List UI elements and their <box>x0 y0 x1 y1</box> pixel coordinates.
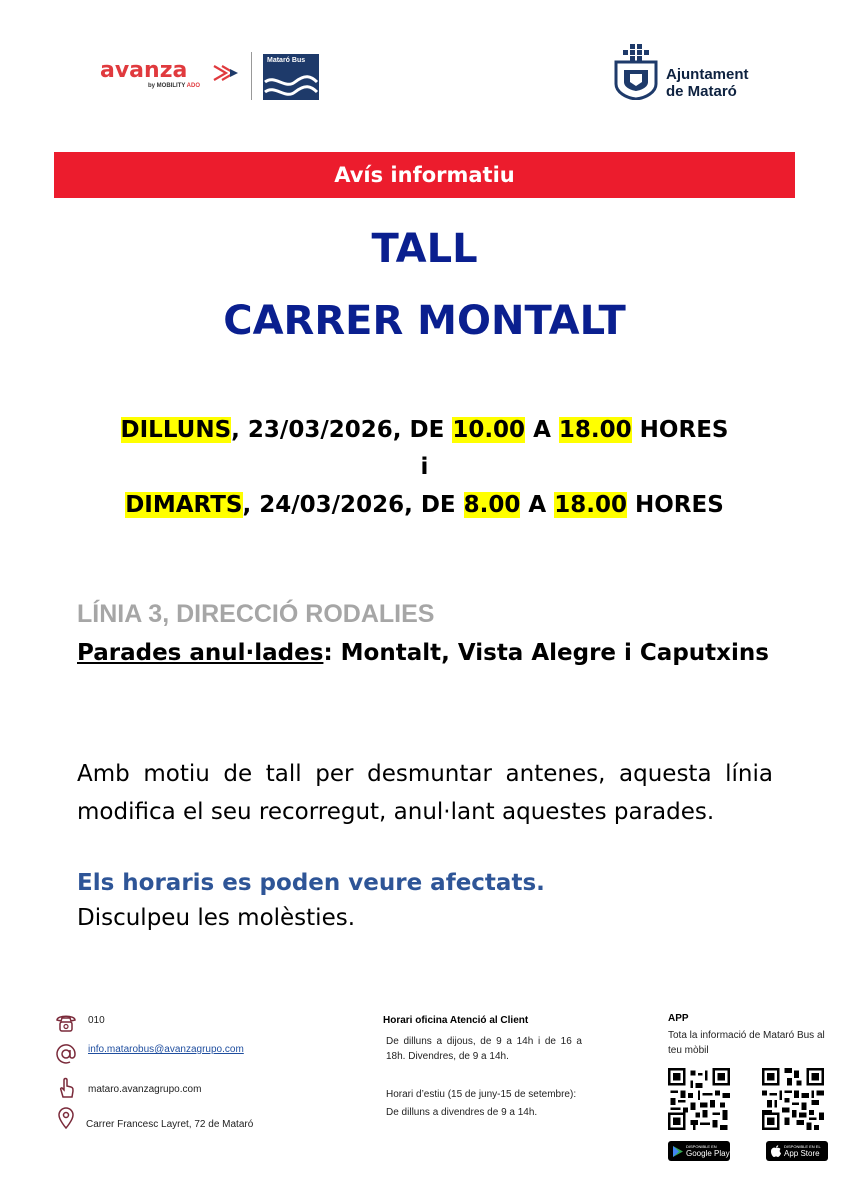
avanza-sub: by MOBILITY ADO <box>148 83 201 89</box>
schedule-conjunction: i <box>420 454 429 480</box>
hand-pointer-icon <box>54 1075 78 1099</box>
line-title: LÍNIA 3, DIRECCIÓ RODALIES <box>77 600 435 628</box>
mataro-bus-logo <box>263 54 319 100</box>
qr-code-icon[interactable] <box>668 1068 730 1130</box>
office-hours-text: De dilluns a dijous, de 9 a 14h i de 16 a 18h. Divendres, de 9 a 14h. <box>386 1036 582 1062</box>
app-store-badge[interactable]: DISPONIBLE EN EL App Store <box>766 1141 828 1161</box>
message-body: Amb motiu de tall per desmuntar antenes, aquesta línia modifica el seu recorregut, anul·lant aquestes parades. <box>77 761 773 825</box>
apology-text: Disculpeu les molèsties. <box>77 905 356 931</box>
title-line-1: TALL <box>371 226 478 272</box>
summer-hours-title: Horari d’estiu (15 de juny-15 de setembre): <box>386 1089 577 1100</box>
website-link[interactable]: mataro.avanzagrupo.com <box>88 1084 202 1095</box>
office-hours-title: Horari oficina Atenció al Client <box>383 1015 529 1026</box>
apple-icon <box>771 1145 781 1157</box>
address: Carrer Francesc Layret, 72 de Mataró <box>86 1119 254 1130</box>
schedule-day-2: DIMARTS, 24/03/2026, DE 8.00 A 18.00 HORES <box>125 492 724 518</box>
google-play-icon <box>673 1146 683 1157</box>
google-play-badge[interactable]: DISPONIBLE EN Google Play <box>668 1141 730 1161</box>
email-link[interactable]: info.matarobus@avanzagrupo.com <box>88 1044 244 1055</box>
wave-icon <box>263 70 319 100</box>
schedule-affected-note: Els horaris es poden veure afectats. <box>77 870 545 896</box>
title-line-2: CARRER MONTALT <box>223 298 626 344</box>
app-text: Tota la informació de Mataró Bus al teu mòbil <box>668 1030 825 1056</box>
at-icon <box>54 1042 78 1066</box>
phone-number: 010 <box>88 1015 105 1026</box>
banner-title: Avís informatiu <box>334 163 515 187</box>
ajuntament-logo <box>610 44 760 100</box>
mataro-bus-brand: Mataró Bus <box>267 57 306 64</box>
schedule-day-1: DILLUNS, 23/03/2026, DE 10.00 A 18.00 HORES <box>120 417 729 443</box>
summer-hours-text: De dilluns a divendres de 9 a 14h. <box>386 1107 538 1118</box>
avanza-logo <box>100 58 250 98</box>
avanza-arrow-icon <box>212 64 242 82</box>
location-pin-icon <box>54 1106 78 1130</box>
logo-divider <box>251 52 252 100</box>
app-title: APP <box>668 1013 689 1024</box>
city-crest-icon <box>610 44 662 100</box>
notice-banner <box>54 152 795 198</box>
ajuntament-name: Ajuntament de Mataró <box>666 66 749 100</box>
avanza-brand: avanza <box>100 58 188 83</box>
phone-icon <box>54 1011 78 1035</box>
qr-code-icon[interactable] <box>762 1068 824 1130</box>
cancelled-stops: Parades anul·lades: Montalt, Vista Alegre i Caputxins <box>77 640 769 666</box>
